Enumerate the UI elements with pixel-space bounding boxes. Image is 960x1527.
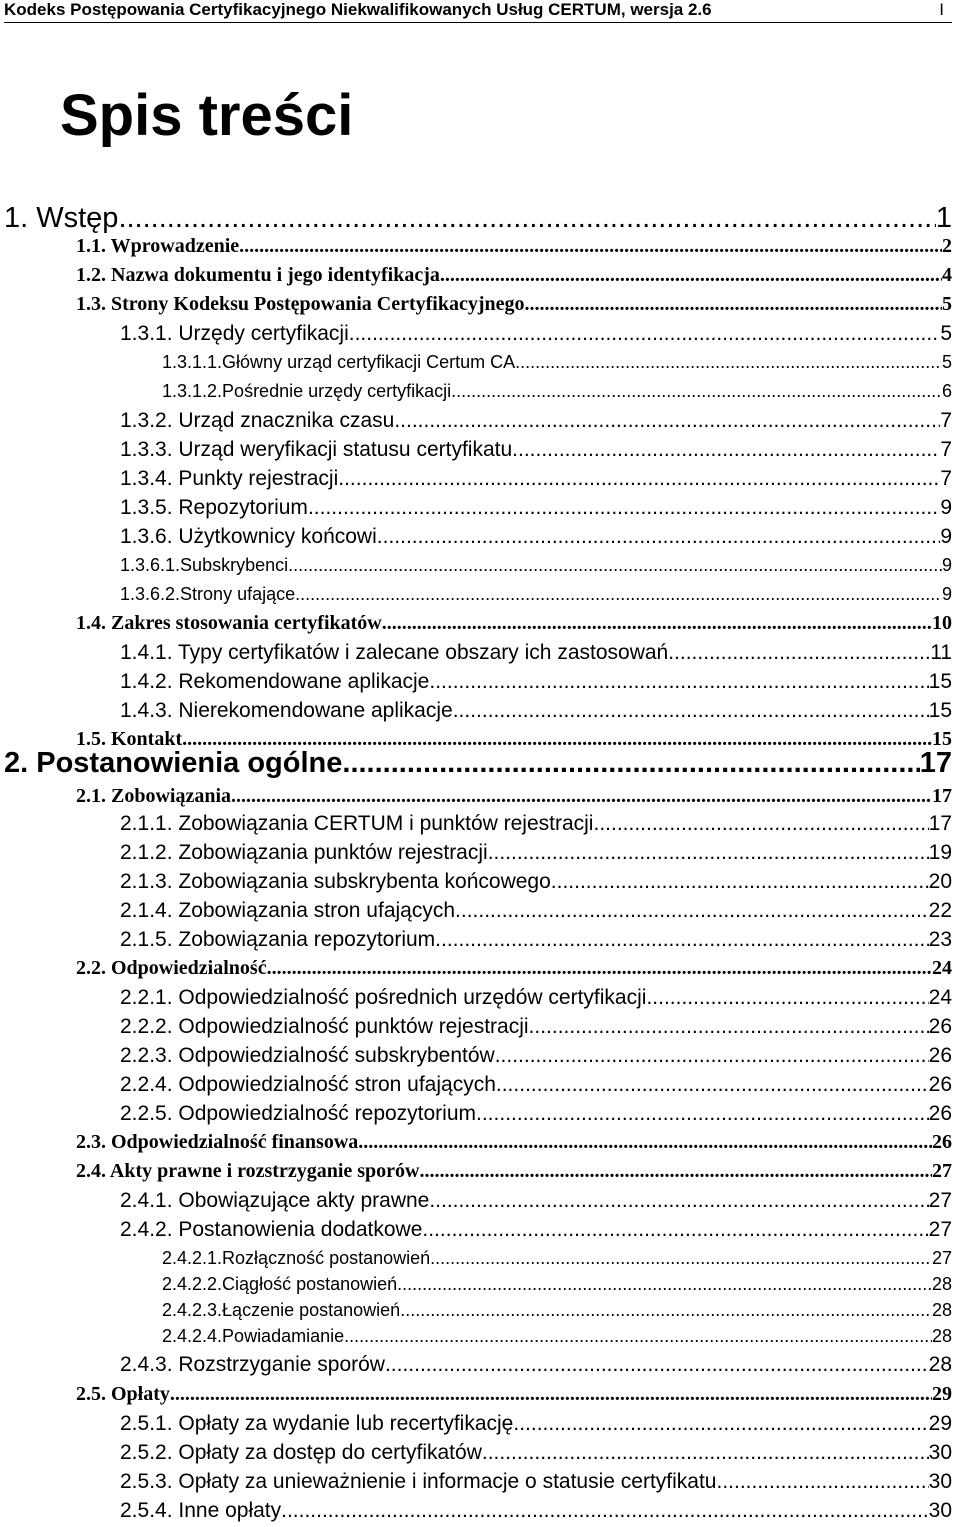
dot-leader [593, 809, 928, 838]
toc-entry[interactable]: 2.2.2. Odpowiedzialność punktów rejestracji ..... 26 [120, 1012, 952, 1041]
toc-entry[interactable]: 1.3.2. Urząd znacznika czasu ..... 7 [120, 406, 952, 435]
dot-leader [453, 696, 929, 725]
dot-leader [382, 609, 932, 638]
toc-entry[interactable]: 2.4.2.4.Powiadamianie ..... 28 [162, 1322, 952, 1351]
dot-leader [451, 377, 942, 406]
dot-leader [515, 348, 942, 377]
toc-entry[interactable]: 1.4. Zakres stosowania certyfikatów ..... 10 [76, 609, 952, 638]
toc-entry[interactable]: 2.1.1. Zobowiązania CERTUM i punktów rejestracji ..... 17 [120, 809, 952, 838]
dot-leader [267, 954, 932, 983]
toc-entry[interactable]: 2.4. Akty prawne i rozstrzyganie sporów ..... 27 [76, 1157, 952, 1186]
toc-entry[interactable]: 2.5.3. Opłaty za unieważnienie i informacje o statusie certyfikatu ..... 30 [120, 1467, 952, 1496]
toc-entry[interactable]: 1.1. Wprowadzenie ..... 2 [76, 232, 952, 261]
dot-leader [495, 1041, 929, 1070]
toc-entry[interactable]: 2.4.2.3.Łączenie postanowień ..... 28 [162, 1296, 952, 1325]
header-page-number: I [939, 0, 944, 19]
dot-leader [513, 1409, 928, 1438]
toc-entry[interactable]: 2.1.3. Zobowiązania subskrybenta końcowego ..... 20 [120, 867, 952, 896]
toc-entry[interactable]: 2.1. Zobowiązania ..... 17 [76, 782, 952, 811]
toc-entry[interactable]: 2. Postanowienia ogólne ..... 17 [4, 746, 952, 780]
dot-leader [646, 983, 928, 1012]
dot-leader [496, 1070, 929, 1099]
toc-entry[interactable]: 2.4.1. Obowiązujące akty prawne ..... 27 [120, 1186, 952, 1215]
toc-entry[interactable]: 2.4.2. Postanowienia dodatkowe ..... 27 [120, 1215, 952, 1244]
dot-leader [440, 261, 942, 290]
dot-leader [338, 464, 940, 493]
dot-leader [525, 290, 942, 319]
dot-leader [429, 667, 928, 696]
dot-leader [476, 1099, 929, 1128]
dot-leader [344, 1322, 932, 1351]
toc-entry[interactable]: 1.3. Strony Kodeksu Postępowania Certyfikacyjnego ..... 5 [76, 290, 952, 319]
dot-leader [420, 1157, 933, 1186]
toc-entry[interactable]: 1.3.6. Użytkownicy końcowi ..... 9 [120, 522, 952, 551]
toc-entry[interactable]: 2.5. Opłaty ..... 29 [76, 1380, 952, 1409]
toc-entry[interactable]: 1.2. Nazwa dokumentu i jego identyfikacja ..... 4 [76, 261, 952, 290]
dot-leader [482, 1438, 929, 1467]
toc-entry[interactable]: 2.2.5. Odpowiedzialność repozytorium ..... 26 [120, 1099, 952, 1128]
dot-leader [239, 232, 942, 261]
dot-leader [435, 925, 928, 954]
toc-entry[interactable]: 2.3. Odpowiedzialność finansowa ..... 26 [76, 1128, 952, 1157]
toc-entry[interactable]: 2.1.5. Zobowiązania repozytorium ..... 23 [120, 925, 952, 954]
dot-leader [358, 1128, 932, 1157]
toc-entry[interactable]: 2.1.2. Zobowiązania punktów rejestracji ..... 19 [120, 838, 952, 867]
toc-entry[interactable]: 1.4.1. Typy certyfikatów i zalecane obszary ich zastosowań ..... 11 [120, 638, 952, 667]
dot-leader [281, 1496, 929, 1525]
dot-leader [512, 435, 940, 464]
toc-entry[interactable]: 1.3.1.2.Pośrednie urzędy certyfikacji ..... 6 [162, 377, 952, 406]
dot-leader [430, 1244, 932, 1273]
toc-entry[interactable]: 1.3.6.1.Subskrybenci ..... 9 [120, 551, 952, 580]
toc-entry[interactable]: 1. Wstęp ..... 1 [4, 201, 952, 235]
toc-entry[interactable]: 2.4.2.1.Rozłączność postanowień ..... 27 [162, 1244, 952, 1273]
dot-leader [377, 522, 941, 551]
toc-entry[interactable]: 2.2.4. Odpowiedzialność stron ufających ..... 26 [120, 1070, 952, 1099]
dot-leader [716, 1467, 928, 1496]
toc-entry[interactable]: 2.5.1. Opłaty za wydanie lub recertyfikację ..... 29 [120, 1409, 952, 1438]
dot-leader [231, 782, 932, 811]
dot-leader [400, 1296, 932, 1325]
dot-leader [488, 838, 929, 867]
dot-leader [668, 638, 930, 667]
dot-leader [422, 1215, 928, 1244]
dot-leader [551, 867, 929, 896]
dot-leader [385, 1350, 929, 1379]
dot-leader [429, 1186, 928, 1215]
dot-leader [288, 551, 942, 580]
page-title: Spis treści [60, 83, 354, 148]
toc-entry[interactable]: 2.1.4. Zobowiązania stron ufających ..... 22 [120, 896, 952, 925]
toc-entry[interactable]: 2.5.2. Opłaty za dostęp do certyfikatów ..... 30 [120, 1438, 952, 1467]
toc-entry[interactable]: 1.3.3. Urząd weryfikacji statusu certyfikatu ..... 7 [120, 435, 952, 464]
toc-entry[interactable]: 2.4.3. Rozstrzyganie sporów ..... 28 [120, 1350, 952, 1379]
toc-entry[interactable]: 1.5. Kontakt ..... 15 [76, 725, 952, 754]
document-title: Kodeks Postępowania Certyfikacyjnego Niekwalifikowanych Usług CERTUM, wersja 2.6 [4, 0, 712, 19]
dot-leader [455, 896, 929, 925]
toc-entry[interactable]: 1.4.2. Rekomendowane aplikacje ..... 15 [120, 667, 952, 696]
toc-entry[interactable]: 2.2.1. Odpowiedzialność pośrednich urzędów certyfikacji ..... 24 [120, 983, 952, 1012]
toc-entry[interactable]: 2.2.3. Odpowiedzialność subskrybentów ..... 26 [120, 1041, 952, 1070]
dot-leader [295, 580, 942, 609]
dot-leader [342, 746, 919, 780]
dot-leader [170, 1380, 932, 1409]
toc-entry[interactable]: 1.3.1.1.Główny urząd certyfikacji Certum CA ..... 5 [162, 348, 952, 377]
dot-leader [529, 1012, 929, 1041]
toc-entry[interactable]: 1.3.5. Repozytorium ..... 9 [120, 493, 952, 522]
toc-entry[interactable]: 1.3.4. Punkty rejestracji ..... 7 [120, 464, 952, 493]
toc-entry[interactable]: 1.3.1. Urzędy certyfikacji ..... 5 [120, 319, 952, 348]
toc-entry[interactable]: 1.3.6.2.Strony ufające ..... 9 [120, 580, 952, 609]
toc-entry[interactable]: 2.2. Odpowiedzialność ..... 24 [76, 954, 952, 983]
toc-entry[interactable]: 2.4.2.2.Ciągłość postanowień ..... 28 [162, 1270, 952, 1299]
dot-leader [308, 493, 940, 522]
toc-entry[interactable]: 2.5.4. Inne opłaty ..... 30 [120, 1496, 952, 1525]
toc-entry[interactable]: 1.4.3. Nierekomendowane aplikacje ..... 15 [120, 696, 952, 725]
dot-leader [118, 201, 935, 235]
dot-leader [394, 406, 940, 435]
dot-leader [349, 319, 941, 348]
dot-leader [397, 1270, 932, 1299]
